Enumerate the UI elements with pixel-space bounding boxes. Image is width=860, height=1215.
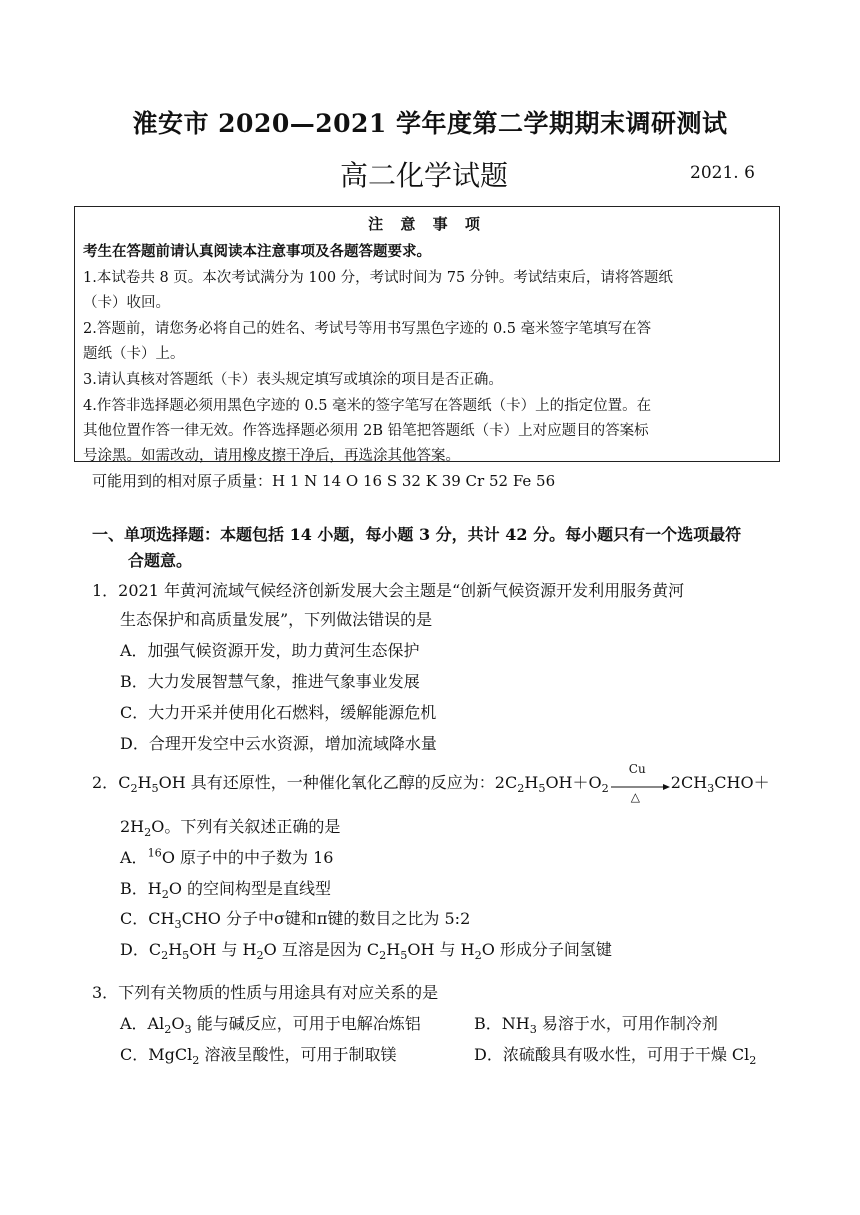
q2-option-d: D．$C_2H_5OH$ 与 $H_2O$ 互溶是因为 $C_2H_5OH$ 与 $H_2O$ 形成分子间氢键 xyxy=(120,940,612,963)
notice-line: 2.答题前，请您务必将自己的姓名、考试号等用书写黑色字迹的 0.5 毫米签字笔填写在答 xyxy=(83,321,652,337)
section-heading: 一、单项选择题：本题包括 14 小题，每小题 3 分，共计 42 分。每小题只有一个选项最符 xyxy=(92,525,742,544)
notice-line: 1.本试卷共 8 页。本次考试满分为 100 分，考试时间为 75 分钟。考试结束后，请将答题纸 xyxy=(83,270,673,286)
q3-stem: 3．下列有关物质的性质与用途具有对应关系的是 xyxy=(92,983,439,1002)
q2-option-c: C．$CH_3CHO$ 分子中σ键和π键的数目之比为 5:2 xyxy=(120,909,471,932)
exam-title: 淮安市 2020—2021 学年度第二学期期末调研测试 xyxy=(132,109,728,138)
q1-option-a: A．加强气候资源开发，助力黄河生态保护 xyxy=(120,641,420,660)
exam-subtitle: 高二化学试题 xyxy=(340,159,509,192)
q1-stem-cont: 生态保护和高质量发展”，下列做法错误的是 xyxy=(120,610,433,629)
notice-line: 其他位置作答一律无效。作答选择题必须用 2B 铅笔把答题纸（卡）上对应题目的答案标 xyxy=(83,423,649,439)
q2-stem: 2．$C_2H_5OH$ 具有还原性，一种催化氧化乙醇的反应为：$2C_2H_5OH+O_2$ Cu △ $2CH_3CHO+$ xyxy=(92,761,770,804)
q3-option-c: C．MgCl$_2$ 溶液呈酸性，可用于制取镁 xyxy=(120,1045,397,1068)
q2-option-b: B．$H_2O$ 的空间构型是直线型 xyxy=(120,879,332,902)
q2-option-a: A．$^{16}$O 原子中的中子数为 16 xyxy=(120,846,334,867)
atomic-masses: 可能用到的相对原子质量：H 1 N 14 O 16 S 32 K 39 Cr 52 Fe 56 xyxy=(92,472,556,490)
notice-line: 号涂黑。如需改动，请用橡皮擦干净后，再选涂其他答案。 xyxy=(83,448,460,464)
q1-option-b: B．大力发展智慧气象，推进气象事业发展 xyxy=(120,672,420,691)
q3-option-d: D．浓硫酸具有吸水性，可用于干燥 $Cl_2$ xyxy=(474,1045,757,1068)
reaction-arrow xyxy=(609,761,671,804)
notice-line: 3.请认真核对答题纸（卡）表头规定填写或填涂的项目是否正确。 xyxy=(83,372,503,388)
notice-intro: 考生在答题前请认真阅读本注意事项及各题答题要求。 xyxy=(83,243,431,260)
q1-option-c: C．大力开采并使用化石燃料，缓解能源危机 xyxy=(120,703,437,722)
q1-stem: 1．2021 年黄河流域气候经济创新发展大会主题是“创新气候资源开发利用服务黄河 xyxy=(92,581,685,600)
section-heading-cont: 合题意。 xyxy=(128,551,193,570)
exam-date: 2021. 6 xyxy=(690,163,755,183)
catalyst-label: Cu xyxy=(628,761,646,776)
q2-stem-cont: $2H_2O$。下列有关叙述正确的是 xyxy=(120,817,341,840)
notice-title: 注 意 事 项 xyxy=(368,215,486,233)
notice-line: 4.作答非选择题必须用黑色字迹的 0.5 毫米的签字笔写在答题纸（卡）上的指定位置。在 xyxy=(83,398,652,414)
notice-line: 题纸（卡）上。 xyxy=(83,346,185,362)
q3-option-b: B．$NH_3$ 易溶于水，可用作制冷剂 xyxy=(474,1014,718,1037)
notice-box xyxy=(74,206,780,462)
notice-line: （卡）收回。 xyxy=(83,295,170,311)
heat-symbol: △ xyxy=(630,789,640,804)
q3-option-a: A．$Al_2O_3$ 能与碱反应，可用于电解冶炼铝 xyxy=(120,1014,421,1037)
q1-option-d: D．合理开发空中云水资源，增加流域降水量 xyxy=(120,734,437,753)
